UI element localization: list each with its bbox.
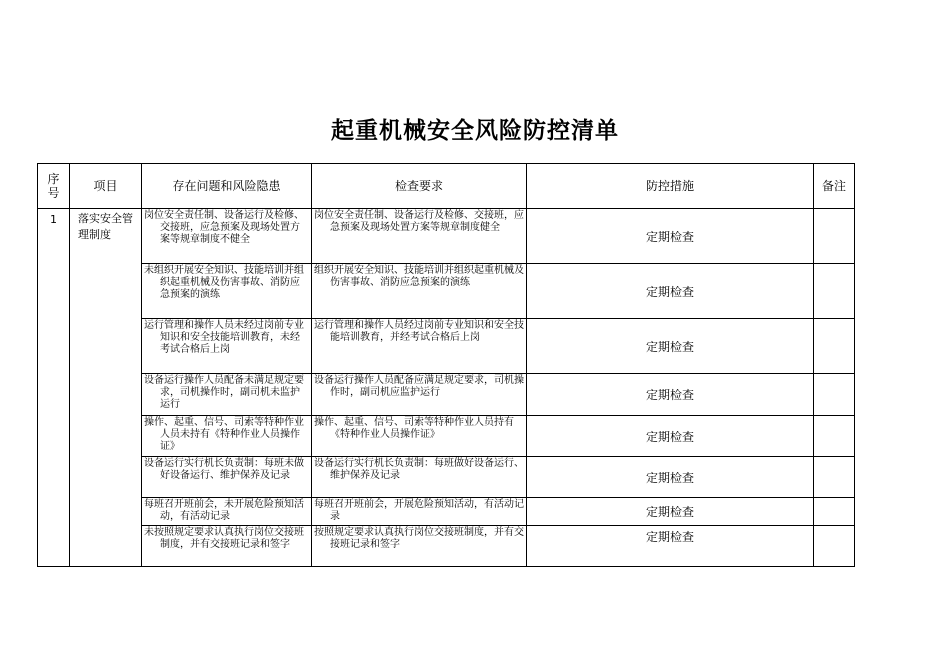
- requirement-text: 岗位安全责任制、设备运行及检修、交接班，应急预案及现场处置方案等规章制度健全: [314, 210, 524, 233]
- note-cell: [814, 457, 855, 498]
- risk-cell: [142, 264, 312, 319]
- note-cell: [814, 498, 855, 526]
- header-requirement: 检查要求: [312, 164, 527, 209]
- header-risk: 存在问题和风险隐患: [142, 164, 312, 209]
- header-item: 项目: [70, 164, 142, 209]
- requirement-text: 每班召开班前会，开展危险预知活动，有活动记录: [314, 499, 524, 522]
- note-cell: [814, 526, 855, 567]
- seq-cell: 1: [38, 209, 70, 567]
- requirement-cell: [312, 374, 527, 416]
- measure-cell: 定期检查: [527, 498, 814, 526]
- note-cell: [814, 264, 855, 319]
- risk-text: 未按照规定要求认真执行岗位交接班制度，并有交接班记录和签字: [144, 527, 304, 550]
- requirement-text: 设备运行操作人员配备应满足规定要求，司机操作时，副司机应监护运行: [314, 375, 524, 398]
- table-row: [38, 374, 855, 416]
- requirement-cell: [312, 209, 527, 264]
- risk-control-table: [37, 163, 855, 567]
- note-cell: [814, 374, 855, 416]
- note-cell: [814, 319, 855, 374]
- requirement-text: 运行管理和操作人员经过岗前专业知识和安全技能培训教育，并经考试合格后上岗: [314, 320, 524, 343]
- risk-cell: [142, 457, 312, 498]
- table-header-row: [38, 164, 855, 209]
- table-row: [38, 457, 855, 498]
- measure-cell: 定期检查: [527, 264, 814, 319]
- measure-cell: 定期检查: [527, 416, 814, 457]
- table-row: [38, 416, 855, 457]
- table-row: [38, 526, 855, 567]
- note-cell: [814, 209, 855, 264]
- measure-cell: 定期检查: [527, 374, 814, 416]
- measure-cell: 定期检查: [527, 526, 814, 567]
- requirement-cell: [312, 457, 527, 498]
- risk-text: 设备运行操作人员配备未满足规定要求，司机操作时，副司机未监护运行: [144, 375, 304, 410]
- requirement-cell: [312, 319, 527, 374]
- risk-cell: [142, 319, 312, 374]
- risk-text: 未组织开展安全知识、技能培训并组织起重机械及伤害事故、消防应急预案的演练: [144, 265, 304, 300]
- requirement-cell: [312, 526, 527, 567]
- risk-text: 每班召开班前会，未开展危险预知活动，有活动记录: [144, 499, 304, 522]
- measure-cell: 定期检查: [527, 319, 814, 374]
- risk-cell: [142, 526, 312, 567]
- risk-cell: [142, 374, 312, 416]
- header-note: 备注: [814, 164, 855, 209]
- table-row: [38, 264, 855, 319]
- risk-text: 设备运行实行机长负责制：每班未做好设备运行、维护保养及记录: [144, 458, 304, 481]
- header-seq: 序号: [38, 164, 70, 209]
- risk-text: 运行管理和操作人员未经过岗前专业知识和安全技能培训教育，未经考试合格后上岗: [144, 320, 304, 355]
- measure-cell: 定期检查: [527, 457, 814, 498]
- risk-cell: [142, 416, 312, 457]
- page-title: 起重机械安全风险防控清单: [331, 118, 619, 144]
- requirement-cell: [312, 416, 527, 457]
- requirement-cell: [312, 498, 527, 526]
- measure-cell: 定期检查: [527, 209, 814, 264]
- requirement-text: 设备运行实行机长负责制：每班做好设备运行、维护保养及记录: [314, 458, 524, 481]
- requirement-text: 操作、起重、信号、司索等特种作业人员持有《特种作业人员操作证》: [314, 417, 514, 440]
- risk-text: 操作、起重、信号、司索等特种作业人员未持有《特种作业人员操作证》: [144, 417, 304, 452]
- table-row: [38, 498, 855, 526]
- requirement-cell: [312, 264, 527, 319]
- note-cell: [814, 416, 855, 457]
- risk-cell: [142, 209, 312, 264]
- table-row: [38, 209, 855, 264]
- item-cell: 落实安全管理制度: [70, 209, 142, 567]
- table-row: [38, 319, 855, 374]
- requirement-text: 组织开展安全知识、技能培训并组织起重机械及伤害事故、消防应急预案的演练: [314, 265, 524, 288]
- risk-cell: [142, 498, 312, 526]
- requirement-text: 按照规定要求认真执行岗位交接班制度，并有交接班记录和签字: [314, 527, 524, 550]
- header-measure: 防控措施: [527, 164, 814, 209]
- risk-text: 岗位安全责任制、设备运行及检修、交接班，应急预案及现场处置方案等规章制度不健全: [144, 210, 304, 245]
